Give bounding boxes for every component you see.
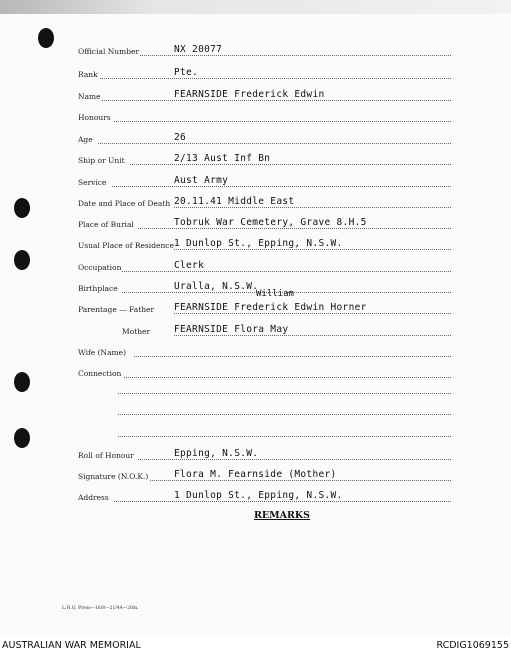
honours-label: Honours [78,113,111,122]
dotted-line [124,376,451,378]
death-value: 20.11.41 Middle East [174,196,295,207]
father-label: Parentage — Father [78,305,155,314]
residence-value: 1 Dunlop St., Epping, N.S.W. [174,238,343,249]
signature-label: Signature (N.O.K.) [78,472,149,481]
blank-line [118,436,451,437]
wife-label: Wife (Name) [78,348,127,357]
connection-label: Connection [78,369,122,378]
burial-value: Tobruk War Cemetery, Grave 8.H.5 [174,217,367,228]
mother-row [78,322,451,338]
service-value: Aust Army [174,175,229,186]
dotted-line [98,142,451,144]
occupation-value: Clerk [174,260,205,271]
roll-of-honour-row [78,446,451,462]
mother-label: Mother [122,327,151,336]
binder-hole-1 [14,198,30,218]
dotted-line [114,120,451,122]
punch-hole-top [38,28,54,48]
connection-row [78,364,451,380]
rank-value: Pte. [174,67,199,78]
address-label: Address [78,493,109,502]
blank-line [118,393,451,394]
dotted-line [122,270,451,272]
occupation-row [78,258,451,274]
name-row [78,87,451,103]
dotted-line [112,185,451,187]
birthplace-value: Uralla, N.S.W. [174,281,259,292]
binder-hole-4 [14,428,30,448]
unit-label: Ship or Unit [78,156,125,165]
mother-value: FEARNSIDE Flora May [174,324,289,335]
death-row [78,194,451,210]
dotted-line [134,355,451,357]
official-number-value: NX 20077 [174,44,223,55]
service-label: Service [78,178,107,187]
official-number-row [78,42,451,58]
burial-row [78,215,451,231]
binder-hole-2 [14,250,30,270]
residence-label: Usual Place of Residence [78,241,174,250]
age-row [78,130,451,146]
roll-of-honour-value: Epping, N.S.W. [174,448,259,459]
father-correction: William [256,289,294,299]
archive-footer [0,638,511,654]
occupation-label: Occupation [78,263,122,272]
death-label: Date and Place of Death [78,199,171,208]
burial-label: Place of Burial [78,220,134,229]
honours-row [78,108,451,124]
unit-row [78,151,451,167]
unit-value: 2/13 Aust Inf Bn [174,153,271,164]
footer-institution: AUSTRALIAN WAR MEMORIAL [2,640,141,651]
footer-record-id: RCDIG1069155 [436,640,509,651]
birthplace-label: Birthplace [78,284,118,293]
binder-hole-3 [14,372,30,392]
wife-row [78,343,451,359]
remarks-heading: REMARKS [254,510,311,521]
service-row [78,173,451,189]
signature-value: Flora M. Fearnside (Mother) [174,469,337,480]
dotted-line [100,77,451,79]
roll-of-honour-label: Roll of Honour [78,451,134,460]
address-value: 1 Dunlop St., Epping, N.S.W. [174,490,343,501]
signature-row [78,467,451,483]
official-number-label: Official Number [78,47,140,56]
father-row [78,300,451,316]
age-value: 26 [174,132,187,143]
address-row [78,488,451,504]
father-value: FEARNSIDE Frederick Edwin Horner [174,302,367,313]
name-value: FEARNSIDE Frederick Edwin [174,89,325,100]
printer-note: L.H.Q. Press—16/8—21/44—20m. [62,606,139,611]
blank-line [118,414,451,415]
name-label: Name [78,92,101,101]
rank-row [78,65,451,81]
rank-label: Rank [78,70,98,79]
scan-edge [0,0,511,14]
residence-row [78,236,451,252]
age-label: Age [78,135,93,144]
